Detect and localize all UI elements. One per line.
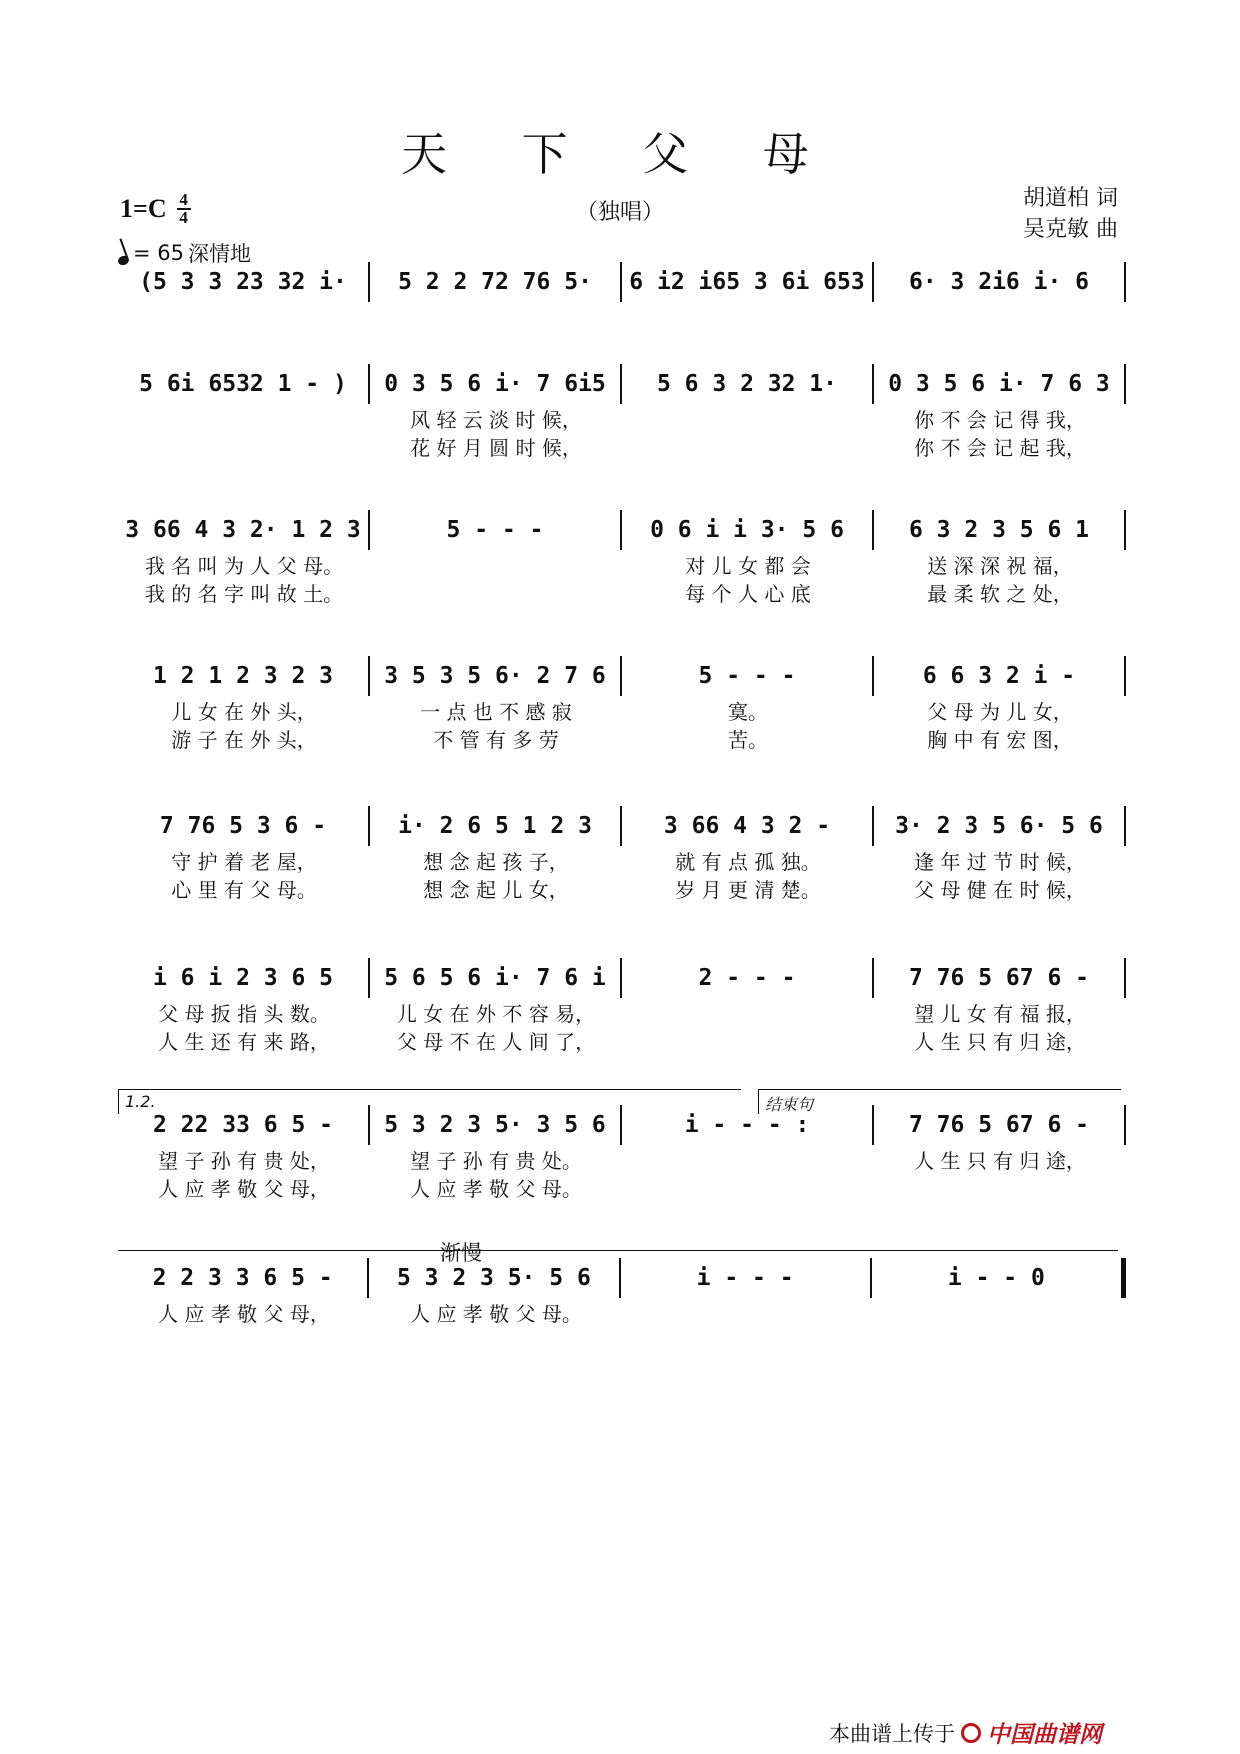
barline [1124,1105,1126,1145]
measure: 3· 2 3 5 6· 5 6 [895,813,1103,839]
measure: i 6 i 2 3 6 5 [152,965,333,991]
lyrics-row [118,696,1126,724]
measure: 3 5 3 5 6· 2 7 6 [384,663,606,689]
lyric-segment: 风 轻 云 淡 时 候， [410,408,582,432]
brand-name: 中国曲谱网 [987,1722,1102,1748]
lyric-segment [622,1298,874,1326]
lyrics-row [118,404,1126,432]
footer-text: 本曲谱上传于 [829,1721,955,1746]
measure: 5 6 5 6 i· 7 6 i [384,965,606,991]
lyric-segment: 逢 年 过 节 时 候， [914,850,1086,874]
lyric-segment: 你 不 会 记 得 我， [914,408,1086,432]
notation-row [118,510,1126,550]
barline [1124,958,1126,998]
lyric-segment: 胸 中 有 宏 图， [927,728,1073,752]
measure: 0 3 5 6 i· 7 6i5 [384,371,606,397]
lyric-segment [622,1173,874,1201]
measure: 1 2 1 2 3 2 3 [152,663,333,689]
lyric-segment: 想 念 起 儿 女， [423,878,569,902]
lyric-segment: 送 深 深 祝 福， [927,554,1073,578]
measure: 6· 3 2i6 i· 6 [908,269,1089,295]
lyric-segment: 苦。 [728,728,768,752]
lyric-segment: 每 个 人 心 底 [685,582,811,606]
measure: 2 22 33 6 5 - [152,1112,333,1138]
time-top: 4 [179,190,188,209]
notation-row [118,656,1126,696]
lyric-segment: 儿 女 在 外 头， [171,700,317,724]
barline [1124,656,1126,696]
lyric-segment [622,998,874,1026]
lyric-segment: 不 管 有 多 劳 [433,728,559,752]
lyrics-row [118,846,1126,874]
time-bottom: 4 [179,208,188,227]
measure: 5 - - - [446,517,544,543]
score-line [118,806,1126,902]
lyric-segment [622,1145,874,1173]
notation-row [118,806,1126,846]
lyric-segment: 人 应 孝 敬 父 母， [158,1177,330,1201]
lyric-segment: 你 不 会 记 起 我， [914,436,1086,460]
lyric-segment [118,404,370,432]
lyric-segment: 心 里 有 父 母。 [171,878,317,902]
barline [1124,262,1126,302]
lyrics-row [118,1026,1126,1054]
measure: 5 6i 6532 1 - ) [139,371,347,397]
lyrics-row [118,874,1126,902]
tempo-change-line [118,1250,1118,1251]
score-line [118,1092,1126,1201]
score-line [118,510,1126,606]
lyric-segment: 最 柔 软 之 处， [927,582,1073,606]
lyrics-row [118,1145,1126,1173]
lyric-segment [622,432,874,460]
measure: 0 3 5 6 i· 7 6 3 [888,371,1110,397]
measure: 6 i2 i65 3 6i 653 [629,269,865,295]
lyric-segment: 儿 女 在 外 不 容 易， [396,1002,596,1026]
measure: 7 76 5 3 6 - [159,813,327,839]
lyric-segment: 人 生 只 有 归 途， [914,1030,1086,1054]
lyric-segment: 望 子 孙 有 贵 处， [158,1149,330,1173]
barline [1124,364,1126,404]
measure: 7 76 5 67 6 - [908,1112,1089,1138]
lyrics-row [118,550,1126,578]
measure: 0 6 i i 3· 5 6 [650,517,844,543]
measure: i· 2 6 5 1 2 3 [398,813,592,839]
key-label: 1=C [120,194,167,223]
subtitle: （独唱） [575,200,664,225]
lyric-segment: 人 应 孝 敬 父 母。 [410,1177,582,1201]
lyric-segment [622,1026,874,1054]
lyric-segment: 人 生 还 有 来 路， [158,1030,330,1054]
credits [1023,183,1118,245]
notation-row [118,1105,1126,1145]
notation-row [118,1258,1126,1298]
lyrics-row [118,724,1126,752]
lyric-segment: 望 子 孙 有 贵 处。 [410,1149,582,1173]
lyric-segment [370,550,622,578]
lyric-segment: 人 应 孝 敬 父 母。 [410,1302,582,1326]
lyric-segment: 人 生 只 有 归 途， [914,1149,1086,1173]
brand-logo-icon [961,1723,981,1743]
lyric-segment: 寞。 [728,700,768,724]
lyric-segment: 父 母 扳 指 头 数。 [158,1002,330,1026]
key-signature [120,192,191,226]
measure: i - - - : [684,1112,810,1138]
measure: 2 - - - [698,965,796,991]
lyric-segment [622,404,874,432]
measure: 5 3 2 3 5· 3 5 6 [384,1112,606,1138]
lyric-segment [370,578,622,606]
measure: 5 2 2 72 76 5· [398,269,592,295]
score-line [118,364,1126,460]
lyrics-row [118,1298,1126,1326]
measure: 6 6 3 2 i - [922,663,1076,689]
lyric-segment: 一 点 也 不 感 寂 [420,700,572,724]
lyric-segment: 我 的 名 字 叫 故 土。 [144,582,344,606]
score-line [118,656,1126,752]
notation-row [118,262,1126,302]
lyrics-row [118,998,1126,1026]
lyric-segment [874,1173,1126,1201]
tempo-expression: 深情地 [188,242,251,266]
lyric-segment: 游 子 在 外 头， [171,728,317,752]
volta-ending: 1.2. [118,1089,741,1114]
coda-label: 结束句 [758,1089,1121,1114]
lyric-segment: 父 母 不 在 人 间 了， [396,1030,596,1054]
score-line [118,1258,1126,1326]
lyric-segment: 望 儿 女 有 福 报， [914,1002,1086,1026]
lyrics-row [118,578,1126,606]
score-line [118,262,1126,302]
measure: 6 3 2 3 5 6 1 [908,517,1089,543]
composer: 吴克敏 曲 [1023,217,1118,242]
barline [1121,1258,1126,1298]
measure: (5 3 3 23 32 i· [139,269,347,295]
lyric-segment: 我 名 叫 为 人 父 母。 [144,554,344,578]
barline [1124,510,1126,550]
measure: 5 3 2 3 5· 5 6 [396,1265,591,1291]
notation-row [118,958,1126,998]
footer [829,1716,1102,1749]
lyric-segment: 对 儿 女 都 会 [685,554,811,578]
lyricist: 胡道柏 词 [1023,186,1118,211]
lyric-segment: 守 护 着 老 屋， [171,850,317,874]
lyrics-row [118,432,1126,460]
notation-row [118,364,1126,404]
lyric-segment: 想 念 起 孩 子， [423,850,569,874]
lyric-segment: 父 母 为 儿 女， [927,700,1073,724]
measure: i - - - [696,1265,794,1291]
time-signature [177,192,191,226]
score-line [118,958,1126,1054]
measure: 3 66 4 3 2· 1 2 3 [125,517,361,543]
lyrics-row [118,1173,1126,1201]
lyric-segment: 父 母 健 在 时 候， [914,878,1086,902]
tempo-value: = 65 [133,241,184,265]
measure: 3 66 4 3 2 - [663,813,831,839]
measure: 5 6 3 2 32 1· [656,371,837,397]
lyric-segment: 就 有 点 孤 独。 [675,850,821,874]
measure: 2 2 3 3 6 5 - [152,1265,333,1291]
measure: i - - 0 [947,1265,1045,1291]
page-title: 天 下 父 母 [401,127,839,181]
barline [1124,806,1126,846]
lyric-segment: 花 好 月 圆 时 候， [410,436,582,460]
lyric-segment [874,1298,1126,1326]
tempo-change: 渐慢 [440,1241,482,1265]
lyric-segment: 人 应 孝 敬 父 母， [158,1302,330,1326]
measure: 7 76 5 67 6 - [908,965,1089,991]
lyric-segment: 岁 月 更 清 楚。 [675,878,821,902]
lyric-segment [118,432,370,460]
measure: 5 - - - [698,663,796,689]
